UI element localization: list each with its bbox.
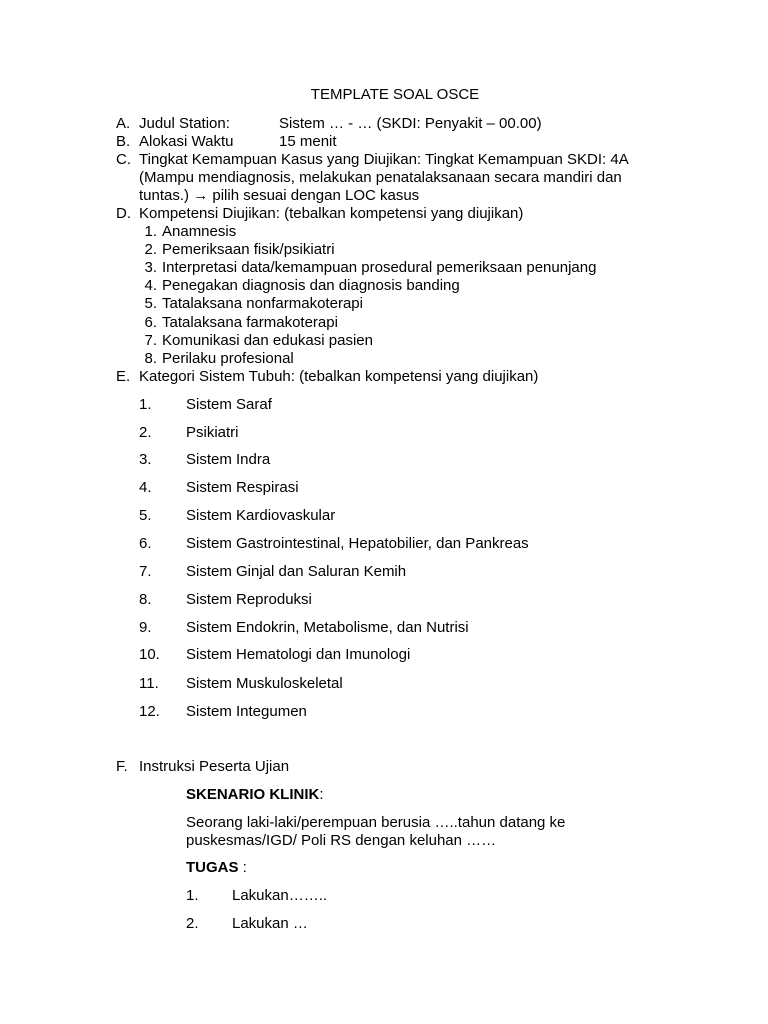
list-item-text: Sistem Gastrointestinal, Hepatobilier, dan Pankreas xyxy=(186,535,529,552)
list-item-number: 2. xyxy=(139,424,152,441)
list-item-text: Psikiatri xyxy=(186,424,239,441)
list-item-number: 2. xyxy=(186,915,199,932)
list-item-text: Anamnesis xyxy=(162,223,237,240)
list-item-text: Perilaku profesional xyxy=(162,350,294,367)
list-item-number: 9. xyxy=(139,619,152,636)
list-item-number: 1. xyxy=(139,396,152,413)
section-a-letter: A. xyxy=(116,115,131,132)
list-item-number: 11. xyxy=(139,675,159,692)
list-item-text: Sistem Saraf xyxy=(186,396,272,413)
section-b-letter: B. xyxy=(116,133,131,150)
section-c-line1: Tingkat Kemampuan Kasus yang Diujikan: Tingkat Kemampuan SKDI: 4A xyxy=(139,151,629,168)
list-item-text: Sistem Muskuloskeletal xyxy=(186,675,343,692)
list-item-text: Komunikasi dan edukasi pasien xyxy=(162,332,373,349)
list-item-number: 1. xyxy=(186,887,199,904)
list-item-number: 7. xyxy=(139,563,152,580)
skenario-line1: Seorang laki-laki/perempuan berusia …..tahun datang ke xyxy=(186,814,566,831)
list-item-number: 8. xyxy=(139,591,152,608)
section-b-label: Alokasi Waktu xyxy=(139,133,234,150)
section-c-line3 xyxy=(139,187,419,205)
tugas-label: TUGAS xyxy=(186,859,239,876)
list-item-text: Sistem Indra xyxy=(186,451,271,468)
list-item-number: 1. xyxy=(144,223,157,240)
list-item-text: Sistem Endokrin, Metabolisme, dan Nutrisi xyxy=(186,619,469,636)
list-item-text: Interpretasi data/kemampuan prosedural pemeriksaan penunjang xyxy=(162,259,597,276)
list-item-text: Sistem Hematologi dan Imunologi xyxy=(186,646,411,663)
section-c-line2: (Mampu mendiagnosis, melakukan penatalaksanaan secara mandiri dan xyxy=(139,169,622,186)
skenario-colon: : xyxy=(319,786,324,803)
list-item-text: Pemeriksaan fisik/psikiatri xyxy=(162,241,335,258)
list-item-text: Sistem Reproduksi xyxy=(186,591,312,608)
section-e-letter: E. xyxy=(116,368,131,385)
list-item-text: Tatalaksana farmakoterapi xyxy=(162,314,338,331)
section-c-letter: C. xyxy=(116,151,131,168)
list-item-number: 8. xyxy=(144,350,157,367)
list-item-number: 5. xyxy=(139,507,152,524)
list-item-number: 3. xyxy=(144,259,157,276)
section-f-label: Instruksi Peserta Ujian xyxy=(139,758,290,775)
list-item-number: 6. xyxy=(139,535,152,552)
section-c-line3b: pilih sesuai dengan LOC kasus xyxy=(212,187,420,204)
tugas-colon: : xyxy=(238,859,247,876)
section-f-letter: F. xyxy=(116,758,128,775)
list-item-number: 2. xyxy=(144,241,157,258)
list-item-text: Sistem Respirasi xyxy=(186,479,299,496)
skenario-line2: puskesmas/IGD/ Poli RS dengan keluhan …… xyxy=(186,832,497,849)
list-item-number: 4. xyxy=(139,479,152,496)
list-item-number: 3. xyxy=(139,451,152,468)
section-d-letter: D. xyxy=(116,205,131,222)
section-a-value: Sistem … - … (SKDI: Penyakit – 00.00) xyxy=(279,115,542,132)
section-c-line3a: tuntas.) xyxy=(139,187,190,204)
list-item-text: Tatalaksana nonfarmakoterapi xyxy=(162,295,363,312)
list-item-text: Sistem Kardiovaskular xyxy=(186,507,336,524)
list-item-number: 6. xyxy=(144,314,157,331)
section-d-label: Kompetensi Diujikan: (tebalkan kompetensi yang diujikan) xyxy=(139,205,524,222)
section-a-label: Judul Station: xyxy=(139,115,230,132)
list-item-number: 5. xyxy=(144,295,157,312)
arrow-right-icon: → xyxy=(193,187,209,204)
list-item-number: 4. xyxy=(144,277,157,294)
list-item-number: 10. xyxy=(139,646,160,663)
list-item-text: Lakukan … xyxy=(232,915,308,932)
section-b-value: 15 menit xyxy=(279,133,337,150)
list-item-text: Sistem Integumen xyxy=(186,703,307,720)
skenario-label: SKENARIO KLINIK xyxy=(186,786,320,803)
section-e-label: Kategori Sistem Tubuh: (tebalkan kompetensi yang diujikan) xyxy=(139,368,539,385)
document-title: TEMPLATE SOAL OSCE xyxy=(310,86,480,103)
list-item-text: Penegakan diagnosis dan diagnosis banding xyxy=(162,277,460,294)
list-item-number: 12. xyxy=(139,703,160,720)
list-item-text: Sistem Ginjal dan Saluran Kemih xyxy=(186,563,407,580)
list-item-number: 7. xyxy=(144,332,157,349)
list-item-text: Lakukan…….. xyxy=(232,887,328,904)
